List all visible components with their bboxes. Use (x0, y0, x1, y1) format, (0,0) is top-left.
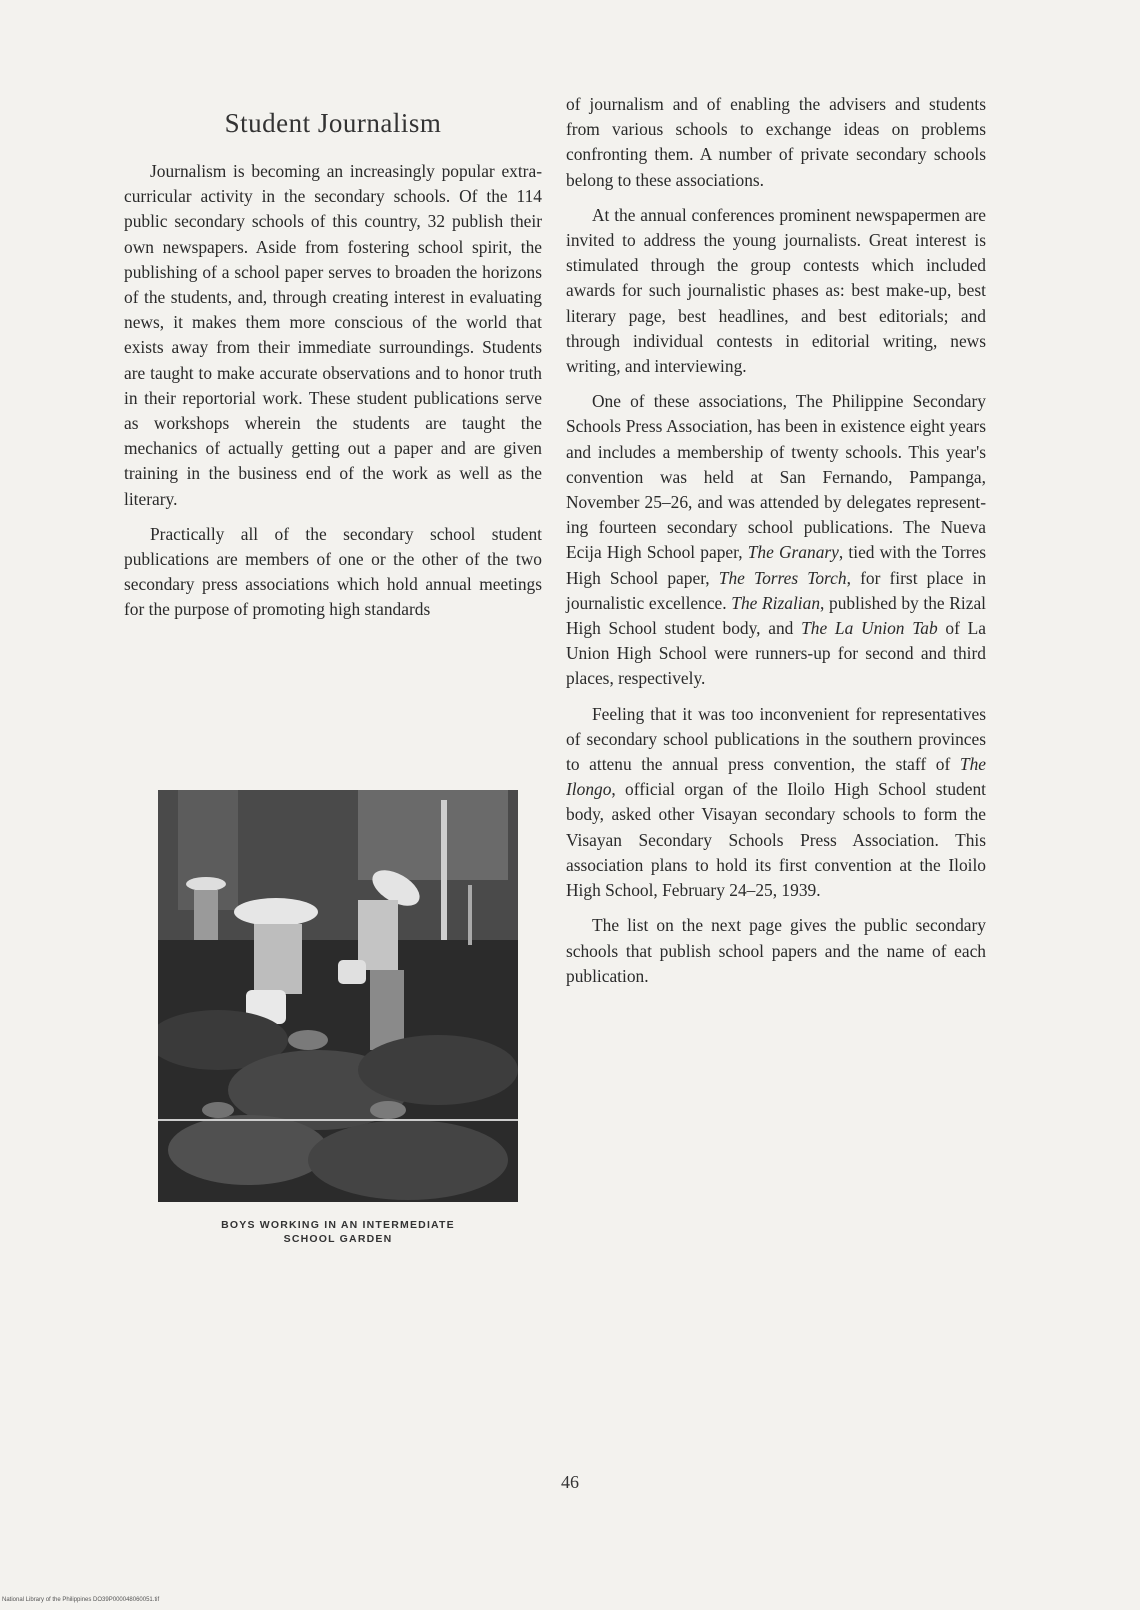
paragraph-3: At the annual conferences prominent newspapermen are invited to address the young journalists. Great interest is stimulated through the group contests which included awards for such journalistic phases as: best make-up, best literary page, best headlines, and best editorials; and through individual contests in editorial writing, news writing, and interviewing. (566, 204, 986, 377)
article-title: Student Journalism (224, 108, 442, 138)
paragraph-4: One of these associations, The Philippine Secondary Schools Press Association, has been in existence eight years and includes a membership of twenty schools. This year's convention was held at San Fernando, Pampanga, November 25–26, and was attended by delegates representing fourteen secondary school publications. The Nueva Ecija High School paper, The Granary, tied with the Torres High School paper, The Torres Torch, for first place in journalistic excellence. The Rizalian, published by the Rizal High School student body, and The La Union Tab of La Union High School were runners-up for second and third places, respectively. (566, 391, 987, 689)
scan-footer: National Library of the Philippines DO39P000048060051.tif (2, 1597, 160, 1603)
paragraph-5: Feeling that it was too inconvenient for representatives of secondary school publications in the southern provinces to attenu the annual press convention, the staff of The Ilongo, official organ of the Iloilo High School student body, asked other Visayan secondary schools to form the Visayan Secondary Schools Press Association. This association plans to hold its first convention at the Iloilo High School, February 24–25, 1939. (566, 703, 986, 901)
photo-caption (158, 1218, 518, 1246)
paragraph-2b: of journalism and of enabling the advisers and students from various schools to exchange ideas on problems confronting them. A number of private secondary schools belong to these associations. (566, 94, 986, 190)
paragraph-1: Journalism is becoming an increasingly popular extra-curricular activity in the secondary schools. Of the 114 public secondary schools of this country, 32 publish their own newspapers. Aside from fostering school spirit, the publishing of a school paper serves to broaden the horizons of the students, and, through creating interest in evaluating news, it makes them more conscious of the world that exists away from their immediate surroundings. Students are taught to make accurate observations and to honor truth in their reportorial work. These student publications serve as workshops wherein the students are taught the mechanics of actually getting out a paper and are given training in the business end of the work as well as the literary. (124, 161, 542, 509)
caption-line-2: SCHOOL GARDEN (283, 1233, 393, 1245)
garden-photo (158, 790, 518, 1202)
page-number: 46 (561, 1472, 579, 1492)
paragraph-6: The list on the next page gives the public secondary schools that publish school papers and the name of each publication. (566, 915, 986, 986)
caption-line-1: BOYS WORKING IN AN INTERMEDIATE (221, 1219, 455, 1231)
right-column (566, 92, 986, 999)
left-column (124, 108, 542, 633)
paragraph-2a: Practically all of the secondary school student publications are members of one or the other of the two secondary press associations which hold annual meetings for the purpose of promoting high standards (124, 523, 542, 620)
